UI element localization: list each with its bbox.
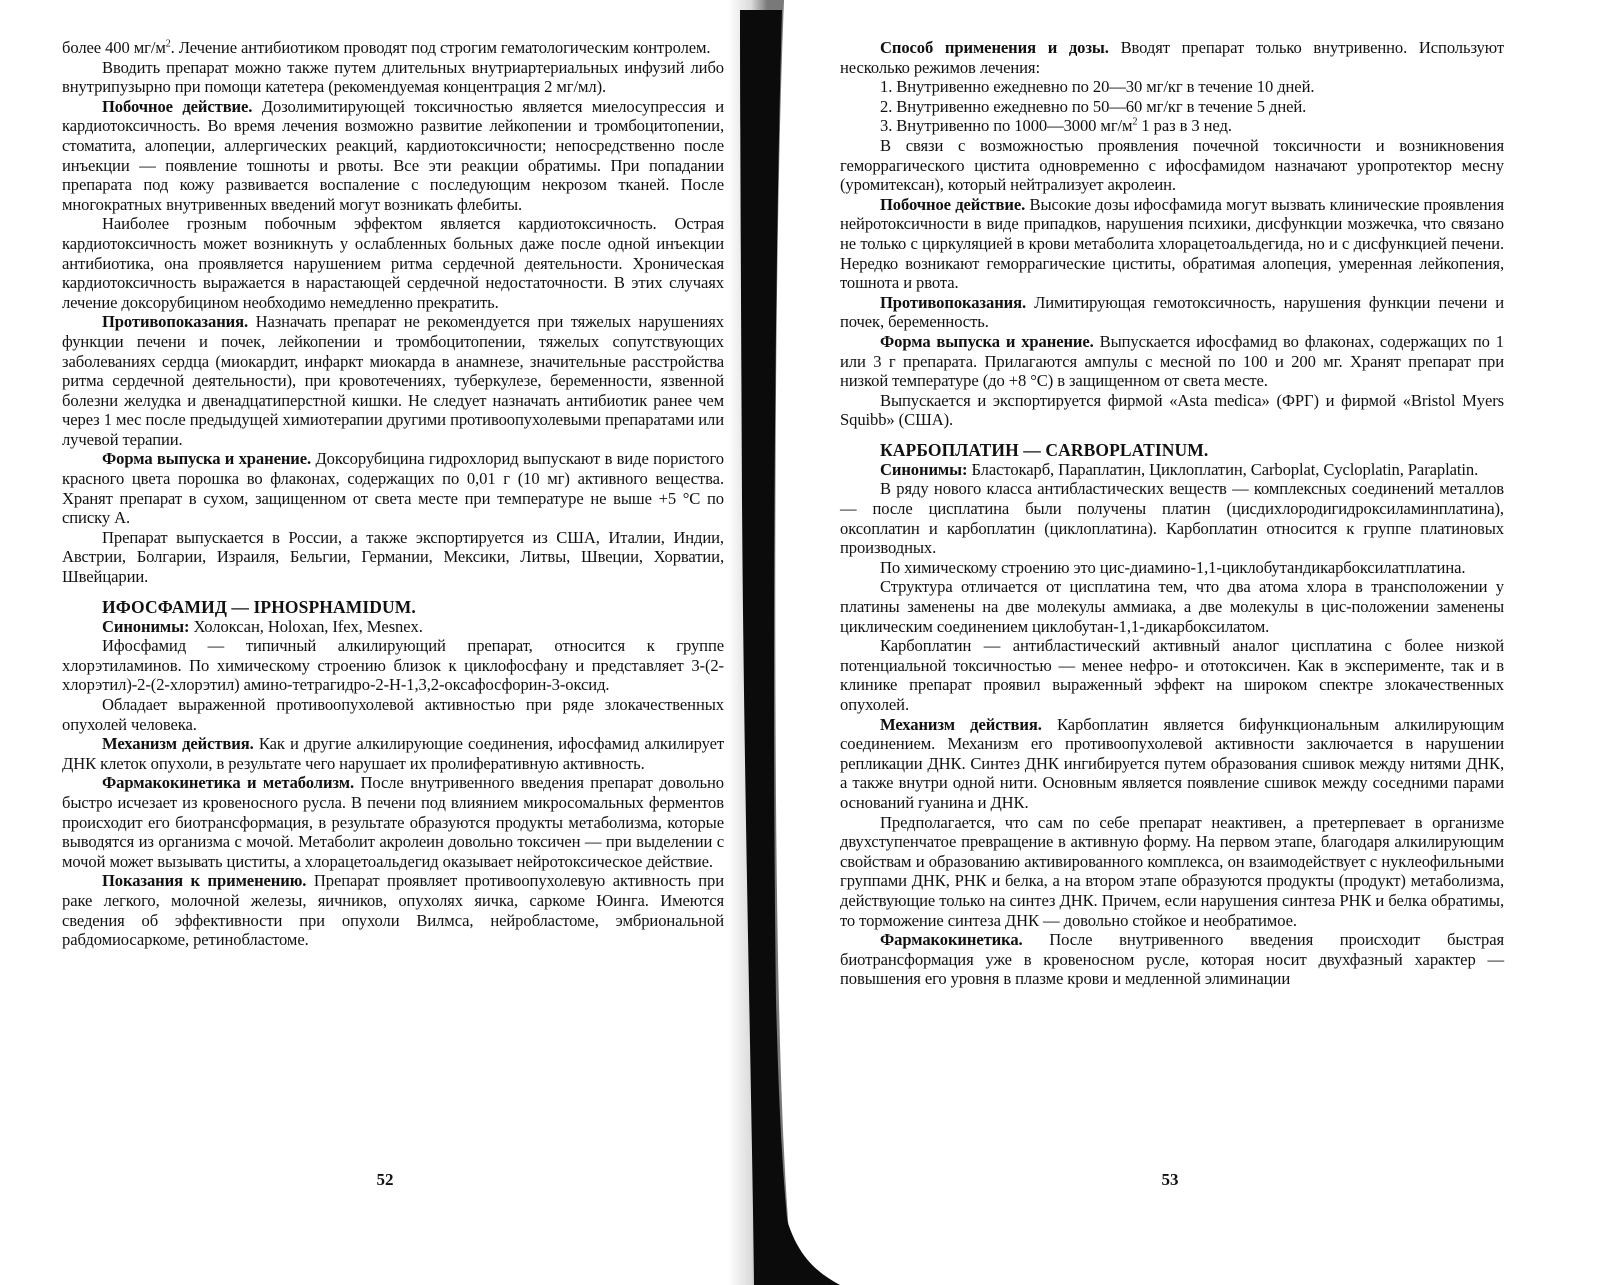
paragraph bbox=[62, 97, 724, 215]
paragraph-text: Карбоплатин — антибластический активный аналог цисплатина с более низкой потенциальной токсичностью — менее нефро- и ототоксичен. Как в эксперименте, так и в клинике препарат проявил выраженный эффект на широком спектре злокачественных опухолей. bbox=[840, 636, 1504, 714]
paragraph-text: Доксорубицина гидрохлорид выпускают в виде пористого красного цвета порошка во флаконах, содержащих по 0,01 г (10 мг) активного вещества. Хранят препарат в сухом, защищенном от света месте при температуре не выше +5 °С по списку А. bbox=[62, 449, 724, 528]
paragraph-lead: Фармакокинетика. bbox=[880, 930, 1023, 950]
paragraph-lead: Синонимы: bbox=[880, 459, 968, 479]
paragraph bbox=[840, 195, 1504, 293]
paragraph-lead: Механизм действия. bbox=[880, 714, 1042, 734]
paragraph bbox=[840, 479, 1504, 557]
paragraph bbox=[840, 636, 1504, 714]
paragraph-lead: Противопоказания. bbox=[880, 292, 1027, 312]
paragraph bbox=[62, 871, 724, 949]
paragraph-lead: Побочное действие. bbox=[880, 194, 1026, 214]
paragraph-text: Как и другие алкилирующие соединения, ифосфамид алкилирует ДНК клеток опухоли, в результате чего нарушает их пролиферативную активность. bbox=[62, 734, 724, 773]
paragraph-lead: Фармакокинетика и метаболизм. bbox=[102, 773, 354, 793]
paragraph-text: КАРБОПЛАТИН — CARBOPLATINUM. bbox=[880, 439, 1209, 460]
paragraph bbox=[62, 528, 724, 587]
paragraph bbox=[840, 136, 1504, 195]
paragraph bbox=[62, 695, 724, 734]
paragraph bbox=[62, 773, 724, 871]
paragraph-text: В ряду нового класса антибластических веществ — комплексных соединений металлов — после цисплатина были получены платин (цисдихлородигидроксиламинплатина), оксоплатин и карбоплатин (циклоплатина). Карбоплатин относится к группе платиновых производных. bbox=[840, 479, 1504, 558]
paragraph-lead: Побочное действие. bbox=[102, 96, 253, 116]
paragraph-lead: Показания к применению. bbox=[102, 871, 307, 891]
left-page-number: 52 bbox=[376, 1170, 394, 1189]
paragraph bbox=[840, 813, 1504, 931]
paragraph-lead: Синонимы: bbox=[102, 616, 190, 636]
paragraph-text: Препарат выпускается в России, а также экспортируется из США, Италии, Индии, Австрии, Болгарии, Израиля, Бельгии, Германии, Мексики, Литвы, Швеции, Хорватии, Швейцарии. bbox=[62, 527, 724, 587]
paragraph-text: Наиболее грозным побочным эффектом является кардиотоксичность. Острая кардиотоксичность может возникнуть у ослабленных больных даже после одной инъекции антибиотика, она проявляется нарушением ритма сердечной деятельности. Хроническая кардиотоксичность выражается в нарастающей сердечной недостаточности. В этих случаях лечение доксорубицином необходимо немедленно прекратить. bbox=[62, 214, 724, 312]
paragraph bbox=[840, 577, 1504, 636]
paragraph-text: Препарат проявляет противоопухолевую активность при раке легкого, молочной железы, яичников, опухолях яичка, саркоме Юинга. Имеются сведения об эффективности при опухоли Вилмса, нейробластоме, эмбриональной рабдомиосаркоме, ретинобластоме. bbox=[62, 871, 725, 950]
paragraph bbox=[840, 558, 1504, 578]
paragraph-text: Дозолимитирующей токсичностью является миелосупрессия и кардиотоксичность. Во время лечения возможно развитие лейкопении и тромбоцитопении, стоматита, алопеции, аллергических реакций, кардиотоксичности; непосредственно после инъекции — появление тошноты и рвоты. Все эти реакции обратимы. При попадании препарата под кожу развивается воспаление с последующим некрозом тканей. После многократных внутривенных введений могут возникать флебиты. bbox=[62, 96, 724, 214]
paragraph-text: Структура отличается от цисплатина тем, что два атома хлора в трансположении у платины заменены на две молекулы аммиака, а две молекулы в цис-положении заменены циклическим соединением циклобутан-1,1-дикарбоксилатом. bbox=[840, 577, 1504, 636]
paragraph-text: 3. Внутривенно по 1000—3000 мг/м bbox=[880, 116, 1133, 136]
superscript: 2 bbox=[165, 38, 171, 50]
gutter-shadow-graphic bbox=[724, 0, 840, 1285]
paragraph bbox=[840, 391, 1504, 430]
paragraph bbox=[62, 617, 724, 637]
paragraph-text: После внутривенного введения происходит быстрая биотрансформация уже в кровеносном русле, которая носит двухфазный характер — повышения его уровня в плазме крови и медленной элиминации bbox=[840, 930, 1504, 989]
paragraph-text: 2. Внутривенно ежедневно по 50—60 мг/кг в течение 5 дней. bbox=[880, 96, 1307, 116]
paragraph bbox=[840, 293, 1504, 332]
paragraph-text: Бластокарб, Параплатин, Циклоплатин, Carboplat, Cycloplatin, Paraplatin. bbox=[967, 459, 1479, 479]
paragraph-text: В связи с возможностью проявления почечной токсичности и возникновения геморрагического цистита одновременно с ифосфамидом назначают уропротектор месну (уромитексан), который нейтрализует акролеин. bbox=[840, 135, 1504, 195]
paragraph bbox=[840, 460, 1504, 480]
paragraph-text: Лимитирующая гемотоксичность, нарушения функции печени и почек, беременность. bbox=[840, 292, 1504, 332]
paragraph bbox=[840, 77, 1504, 97]
paragraph bbox=[62, 58, 724, 97]
paragraph bbox=[62, 312, 724, 449]
paragraph bbox=[840, 332, 1504, 391]
paragraph-text: По химическому строению это цис-диамино-1,1-циклобутандикарбоксилатплатина. bbox=[880, 557, 1466, 577]
paragraph bbox=[840, 38, 1504, 77]
book-gutter-shadow bbox=[724, 0, 840, 1285]
paragraph bbox=[62, 38, 724, 58]
right-page bbox=[840, 38, 1504, 989]
paragraph-text: Выпускается и экспортируется фирмой «Asta medica» (ФРГ) и фирмой «Bristol Myers Squibb» (США). bbox=[840, 390, 1504, 430]
paragraph-lead: Форма выпуска и хранение. bbox=[880, 331, 1094, 351]
paragraph-text: Вводить препарат можно также путем длительных внутриартериальных инфузий либо внутрипузырно при помощи катетера (рекомендуемая концентрация 2 мг/мл). bbox=[62, 57, 724, 97]
paragraph bbox=[62, 214, 724, 312]
paragraph-text: более 400 мг/м bbox=[62, 38, 166, 57]
paragraph bbox=[62, 734, 724, 773]
paragraph-lead: Способ применения и дозы. bbox=[880, 38, 1109, 57]
section-heading bbox=[840, 440, 1504, 460]
paragraph-text: . Лечение антибиотиком проводят под строгим гематологическим контролем. bbox=[170, 38, 711, 57]
paragraph bbox=[840, 116, 1504, 136]
superscript: 2 bbox=[1132, 116, 1138, 128]
paragraph-text: Предполагается, что сам по себе препарат неактивен, а претерпевает в организме двухступенчатое превращение в активную форму. На первом этапе, благодаря алкилирующим свойствам и образованию активированного комплекса, он взаимодействует с нуклеофильными группами ДНК, РНК и белка, а на втором этапе образуются продукты (продукт) метаболизма, действующие только на синтез ДНК. Причем, если нарушения синтеза РНК и белка обратимы, то торможение синтеза ДНК — довольно стойкое и необратимое. bbox=[840, 812, 1504, 930]
paragraph-text: Вводят препарат только внутривенно. Используют несколько режимов лечения: bbox=[840, 38, 1504, 77]
paragraph-text: После внутривенного введения препарат довольно быстро исчезает из кровеносного русла. В печени под влиянием микросомальных ферментов происходит его биотрансформация, в результате образуются продукты метаболизма, которые выводятся из организма с мочой. Метаболит акролеин довольно токсичен — при выделении с мочой может вызывать циститы, а хлорацетоальдегид оказывает нейротоксическое действие. bbox=[62, 773, 724, 871]
paragraph bbox=[840, 715, 1504, 813]
paragraph bbox=[840, 930, 1504, 989]
section-heading bbox=[62, 597, 724, 617]
paragraph-lead: Противопоказания. bbox=[102, 312, 249, 332]
paragraph-text: Карбоплатин является бифункциональным алкилирующим соединением. Механизм его противоопухолевой активности заключается в нарушении репликации ДНК. Синтез ДНК ингибируется путем образования сшивок между нитями ДНК, а также внутри одной нити. Основным является появление сшивок между соседними парами оснований гуанина и ДНК. bbox=[840, 714, 1505, 812]
paragraph-lead: Форма выпуска и хранение. bbox=[102, 449, 312, 469]
paragraph bbox=[840, 97, 1504, 117]
paragraph-text: Выпускается ифосфамид во флаконах, содержащих по 1 или 3 г препарата. Прилагаются ампулы с месной по 100 и 200 мг. Хранят препарат при низкой температуре (до +8 °С) в защищенном от света месте. bbox=[840, 331, 1504, 391]
paragraph-text: Холоксан, Holoxan, Ifex, Mesnex. bbox=[189, 616, 423, 636]
paragraph-text: Высокие дозы ифосфамида могут вызвать клинические проявления нейротоксичности в виде припадков, нарушения психики, дисфункции мозжечка, что связано не только с циркуляцией в крови метаболита хлорацетоальдегида, но и с дисфункцией печени. Нередко возникают геморрагические циститы, обратимая алопеция, умеренная лейкопения, тошнота и рвота. bbox=[840, 194, 1504, 293]
left-page bbox=[62, 38, 724, 950]
paragraph-text: Назначать препарат не рекомендуется при тяжелых нарушениях функции печени и почек, лейкопении и тромбоцитопении, тяжелых сопутствующих заболеваниях сердца (миокардит, инфаркт миокарда в анамнезе, значительные расстройства ритма сердечной деятельности), при кровотечениях, туберкулезе, беременности, язвенной болезни желудка и двенадцатиперстной кишки. Не следует назначать антибиотик ранее чем через 1 мес после предыдущей химиотерапии другими противоопухолевыми препаратами или лучевой терапии. bbox=[62, 312, 724, 449]
paragraph bbox=[62, 449, 724, 527]
paragraph-text: Ифосфамид — типичный алкилирующий препарат, относится к группе хлорэтиламинов. По химическому строению близок к циклофосфану и представляет 3-(2-хлорэтил)-2-(2-хлорэтил) амино-тетрагидро-2-Н-1,3,2-оксафосфорин-3-оксид. bbox=[62, 636, 724, 695]
paragraph-lead: Механизм действия. bbox=[102, 734, 254, 754]
paragraph-text: Обладает выраженной противоопухолевой активностью при ряде злокачественных опухолей человека. bbox=[62, 695, 724, 734]
right-page-number: 53 bbox=[1161, 1170, 1179, 1189]
paragraph bbox=[62, 636, 724, 695]
paragraph-text: ИФОСФАМИД — IPHOSPHAMIDUM. bbox=[102, 596, 416, 617]
paragraph-text: 1. Внутривенно ежедневно по 20—30 мг/кг в течение 10 дней. bbox=[880, 77, 1315, 97]
paragraph-text: 1 раз в 3 нед. bbox=[1137, 116, 1232, 136]
